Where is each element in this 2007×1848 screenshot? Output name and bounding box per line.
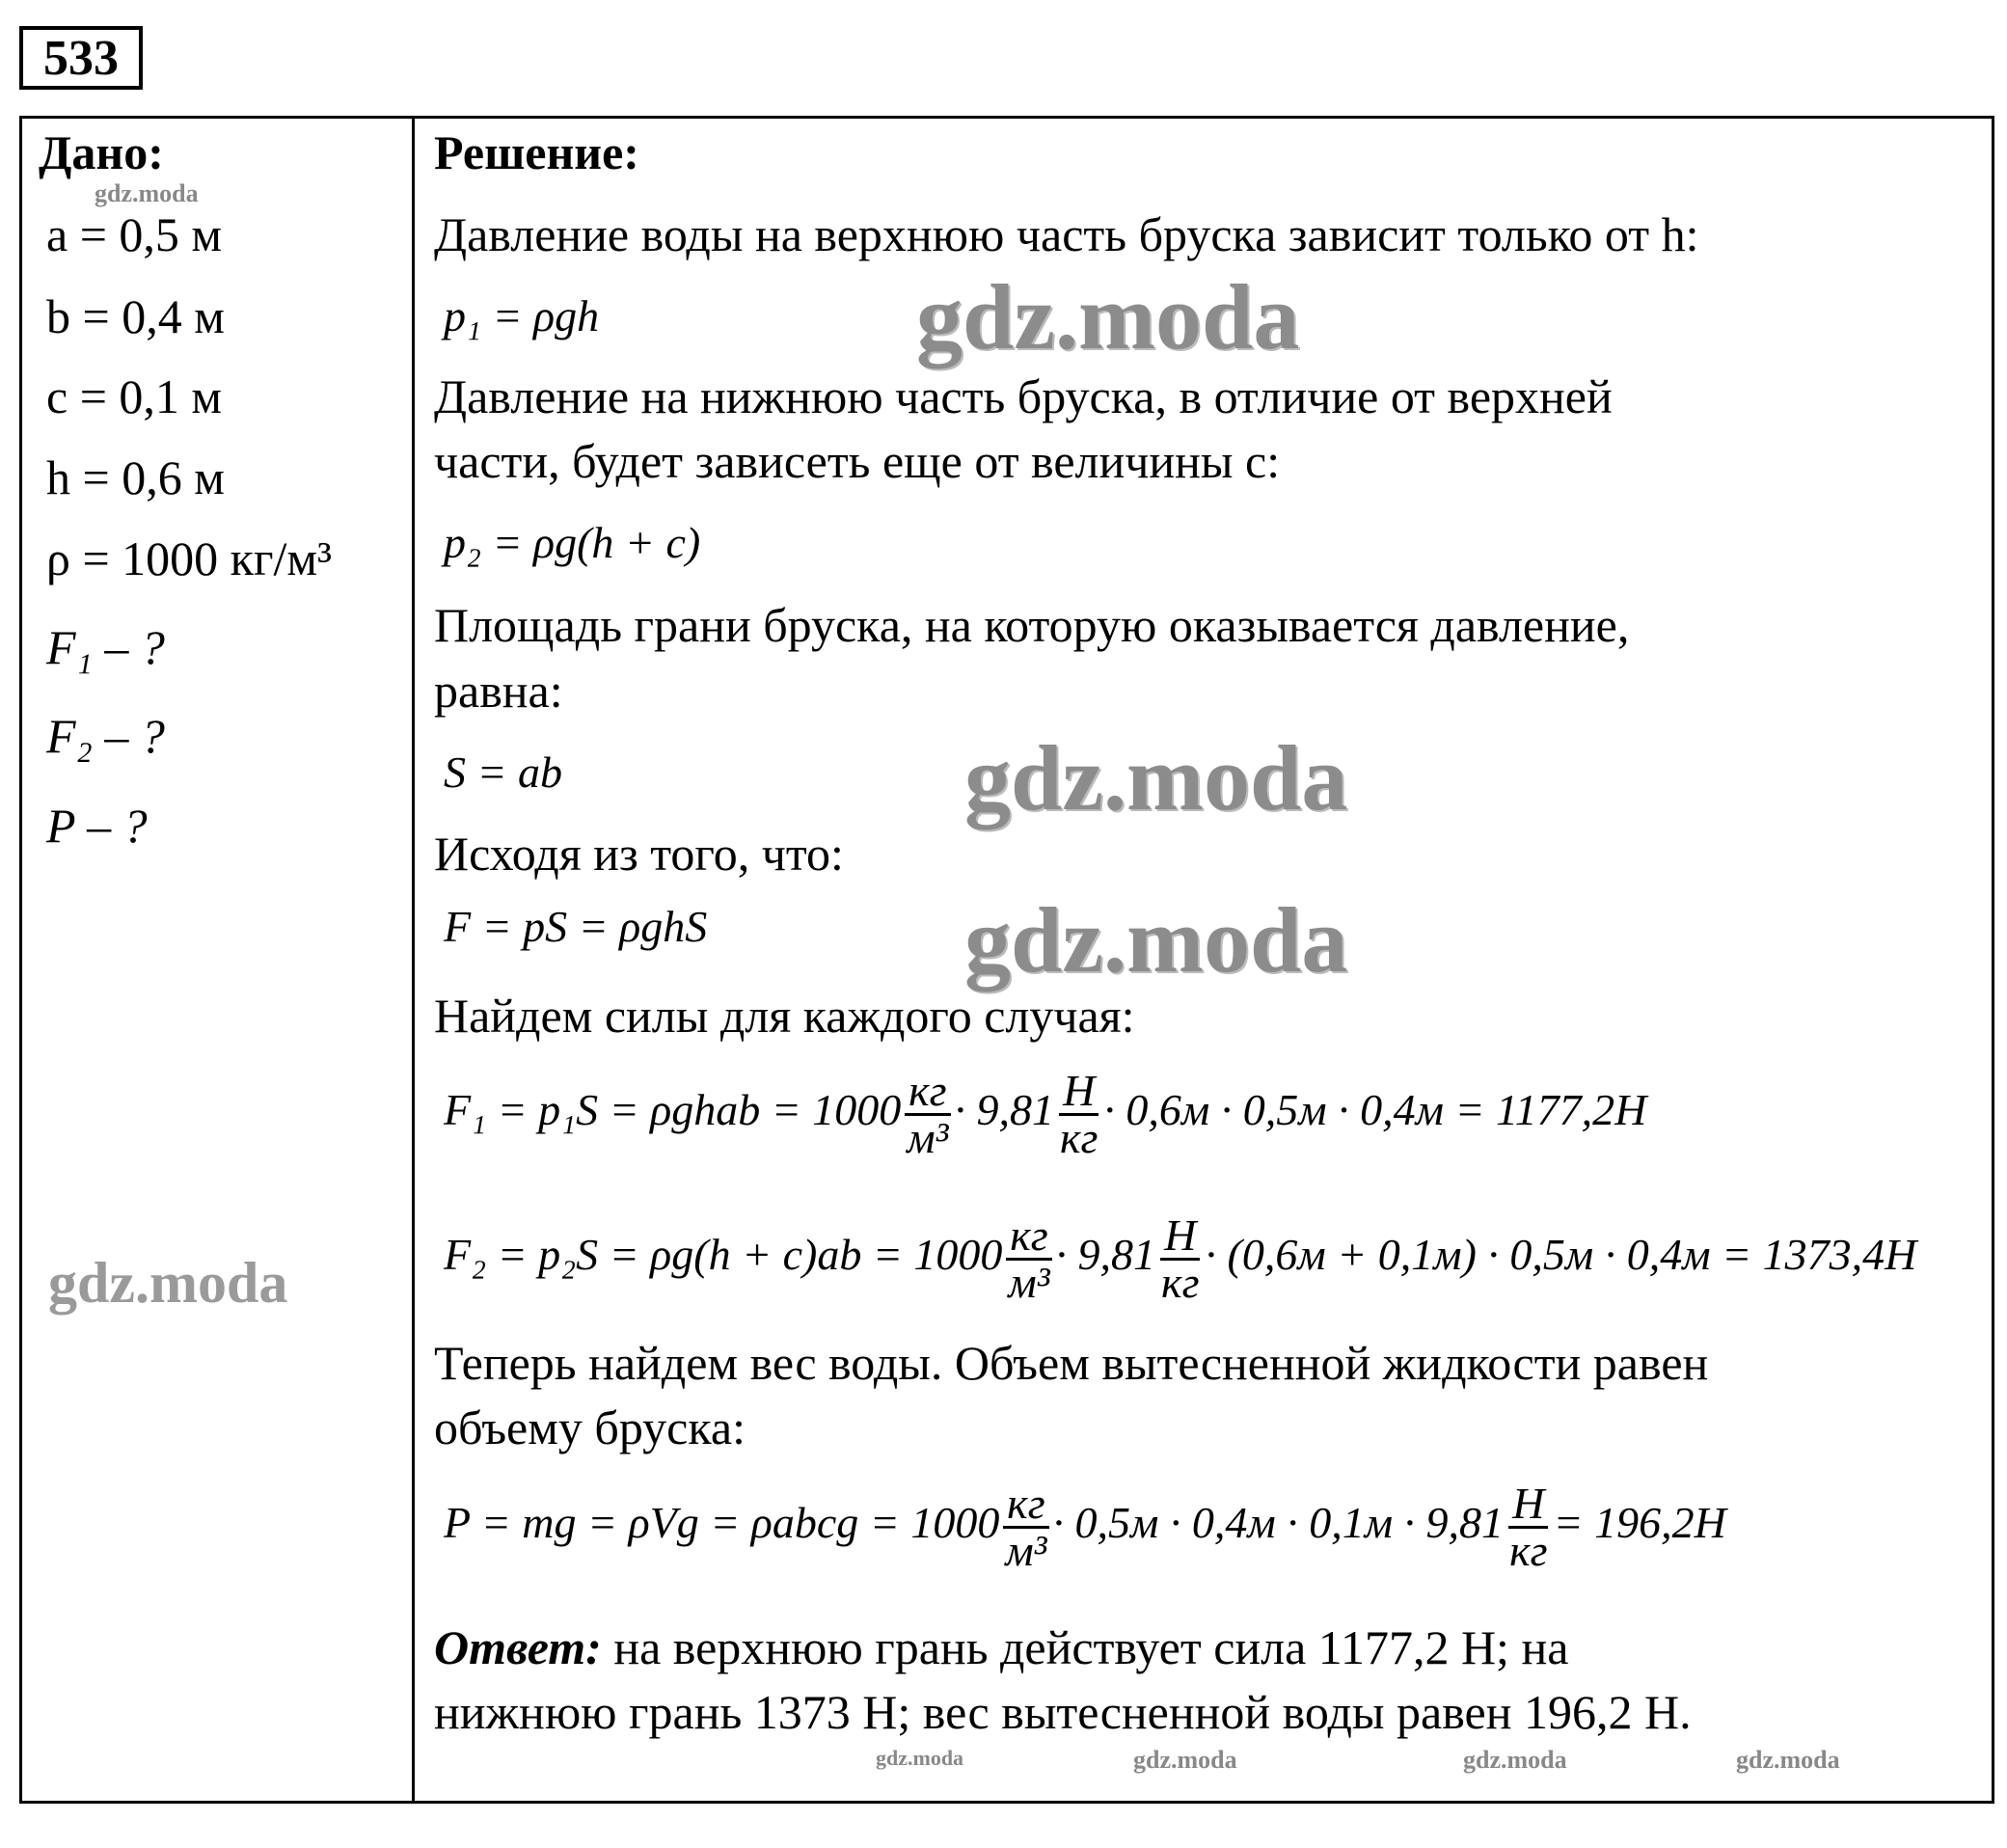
- watermark: gdz.moda: [1133, 1746, 1237, 1774]
- given-item: P – ?: [46, 799, 148, 853]
- numerator: кг: [1003, 1481, 1048, 1529]
- numerator: кг: [905, 1069, 950, 1116]
- numerator: Н: [1508, 1481, 1548, 1529]
- equation: p₂ = ρg(h + c): [444, 518, 701, 567]
- denominator: м³: [1005, 1526, 1047, 1575]
- denominator: кг: [1509, 1526, 1548, 1575]
- solution-text: Давление воды на верхнюю часть бруска зависит только от h:: [434, 207, 1699, 261]
- answer-text: нижнюю грань 1373 Н; вес вытесненной воды равен 196,2 Н.: [434, 1685, 1692, 1739]
- fraction: [1056, 1066, 1101, 1162]
- problem-number: 533: [19, 26, 143, 90]
- solution-text: Площадь грани бруска, на которую оказывается давление,: [434, 598, 1630, 652]
- equation-f1: [444, 1066, 1647, 1162]
- solution-text: части, будет зависеть еще от величины с:: [434, 434, 1281, 488]
- eq-part: · (0,6м + 0,1м) · 0,5м · 0,4м = 1373,4Н: [1205, 1230, 1917, 1280]
- given-item: b = 0,4 м: [46, 289, 225, 343]
- fraction: [1157, 1210, 1203, 1307]
- given-item: c = 0,1 м: [46, 369, 223, 423]
- equation-p: [444, 1481, 1726, 1573]
- eq-part: F₁ = p₁S = ρghab = 1000: [444, 1085, 902, 1135]
- solution-heading: Решение:: [434, 125, 639, 179]
- solution-text: Давление на нижнюю часть бруска, в отличие от верхней: [434, 369, 1613, 423]
- eq-part: F₂ = p₂S = ρg(h + c)ab = 1000: [444, 1230, 1003, 1280]
- given-item: F₂ – ?: [46, 709, 165, 763]
- watermark: gdz.moda: [1736, 1746, 1840, 1774]
- given-item: F₁ – ?: [46, 620, 165, 674]
- given-item: ρ = 1000 кг/м³: [46, 531, 332, 585]
- equation-f2: [444, 1210, 1917, 1307]
- eq-part: · 9,81: [1055, 1230, 1156, 1280]
- fraction: [1004, 1210, 1053, 1307]
- equation: p₁ = ρgh: [444, 291, 600, 340]
- watermark: gdz.moda: [876, 1746, 964, 1770]
- watermark: gdz.moda: [1463, 1746, 1567, 1774]
- solution-text: Найдем силы для каждого случая:: [434, 989, 1135, 1043]
- given-heading: Дано:: [39, 125, 164, 179]
- watermark: gdz.moda: [48, 1251, 288, 1315]
- equation: F = pS = ρghS: [444, 902, 708, 951]
- denominator: кг: [1059, 1113, 1098, 1162]
- eq-part: = 196,2Н: [1553, 1498, 1726, 1548]
- solution-text: равна:: [434, 664, 563, 718]
- given-item: h = 0,6 м: [46, 450, 225, 504]
- answer-text: на верхнюю грань действует сила 1177,2 Н; на: [601, 1620, 1569, 1674]
- solution-text: объему бруска:: [434, 1400, 746, 1454]
- fraction: [903, 1066, 952, 1162]
- watermark: gdz.moda: [964, 888, 1348, 992]
- eq-part: · 0,5м · 0,4м · 0,1м · 9,81: [1052, 1498, 1505, 1548]
- numerator: Н: [1059, 1069, 1098, 1116]
- given-item: a = 0,5 м: [46, 207, 223, 261]
- solution-text: Теперь найдем вес воды. Объем вытесненной жидкости равен: [434, 1336, 1709, 1390]
- eq-part: P = mg = ρVg = ρabcg = 1000: [444, 1498, 1000, 1548]
- solution-text: Исходя из того, что:: [434, 827, 844, 881]
- numerator: Н: [1160, 1213, 1200, 1261]
- answer-label: Ответ:: [434, 1620, 602, 1674]
- denominator: м³: [907, 1113, 949, 1162]
- watermark: gdz.moda: [964, 726, 1348, 829]
- watermark: gdz.moda: [916, 265, 1300, 368]
- column-divider: [412, 116, 415, 1804]
- eq-part: · 0,6м · 0,5м · 0,4м = 1177,2Н: [1103, 1085, 1647, 1135]
- watermark: gdz.moda: [95, 179, 199, 207]
- eq-part: · 9,81: [954, 1085, 1054, 1135]
- denominator: кг: [1161, 1258, 1200, 1307]
- denominator: м³: [1008, 1258, 1050, 1307]
- fraction: [1505, 1481, 1551, 1573]
- answer-line: [434, 1620, 1568, 1674]
- numerator: кг: [1006, 1213, 1051, 1261]
- equation: S = ab: [444, 747, 563, 797]
- fraction: [1001, 1481, 1050, 1573]
